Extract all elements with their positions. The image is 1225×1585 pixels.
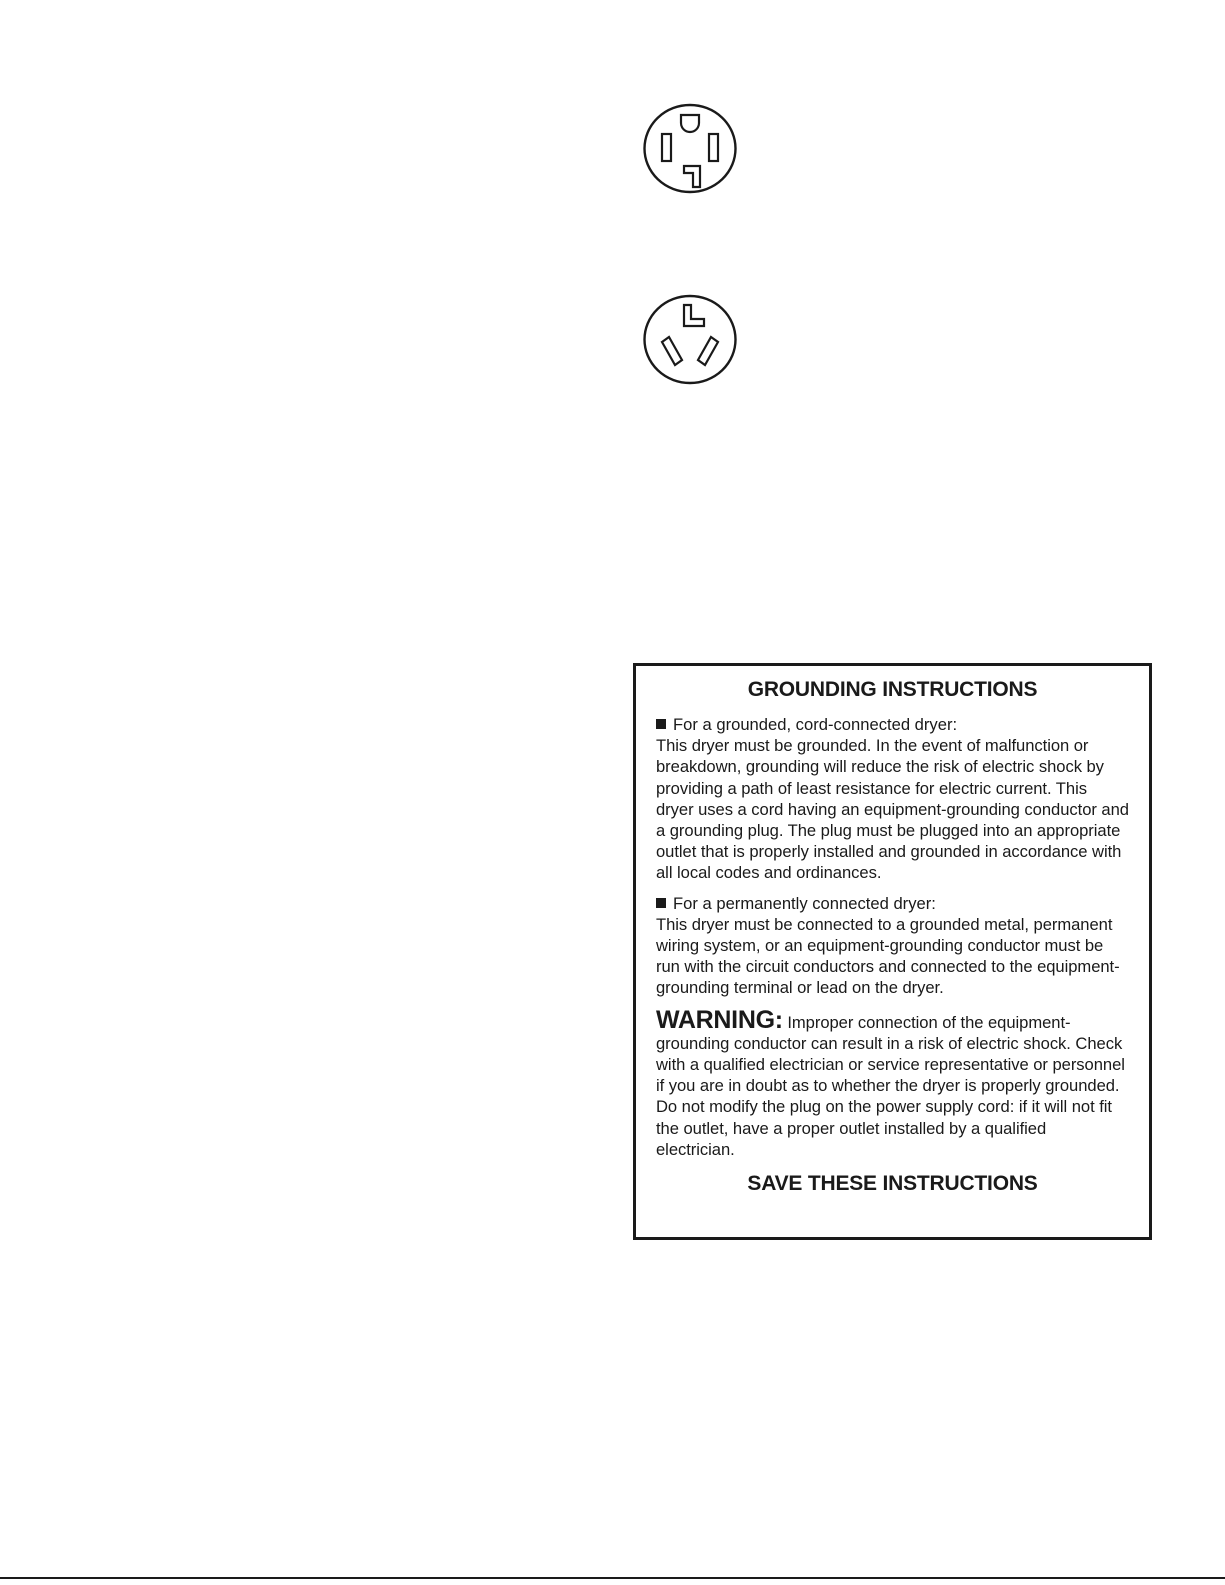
square-bullet-icon	[656, 898, 666, 908]
square-bullet-icon	[656, 719, 666, 729]
cord-connected-heading-text: For a grounded, cord-connected dryer:	[673, 715, 958, 734]
permanent-body: This dryer must be connected to a grounded metal, permanent wiring system, or an equipment-grounding conductor must be run with the circuit conductors and connected to the equipment-grounding terminal or lead on the dryer.	[656, 914, 1120, 998]
cord-connected-section	[656, 714, 1129, 884]
four-prong-outlet-icon	[640, 101, 740, 196]
three-prong-outlet-icon	[640, 292, 740, 387]
save-instructions-footer: SAVE THESE INSTRUCTIONS	[747, 1172, 1038, 1196]
warning-paragraph	[656, 1007, 1129, 1160]
cord-connected-heading	[656, 714, 1129, 735]
warning-label: WARNING:	[656, 1005, 783, 1034]
grounding-instructions-box	[633, 663, 1152, 1240]
cord-connected-body: This dryer must be grounded. In the event of malfunction or breakdown, grounding will reduce the risk of electric shock by providing a path of least resistance for electric current. This dryer uses a cord having an equipment-grounding conductor and a grounding plug. The plug must be plugged into an appropriate outlet that is properly installed and grounded in accordance with all local codes and ordinances.	[656, 736, 1129, 883]
page-bottom-rule	[0, 1577, 1225, 1579]
permanent-heading	[656, 893, 1129, 914]
permanent-section	[656, 893, 1129, 999]
warning-text: Improper connection of the equipment-grounding conductor can result in a risk of electric shock. Check with a qualified electrician or service representative or personnel if you are in doubt as to whether the dryer is properly grounded. Do not modify the plug on the power supply cord: if it will not fit the outlet, have a proper outlet installed by a qualified electrician.	[656, 1012, 1125, 1159]
permanent-heading-text: For a permanently connected dryer:	[673, 893, 936, 913]
grounding-title: GROUNDING INSTRUCTIONS	[747, 678, 1038, 701]
